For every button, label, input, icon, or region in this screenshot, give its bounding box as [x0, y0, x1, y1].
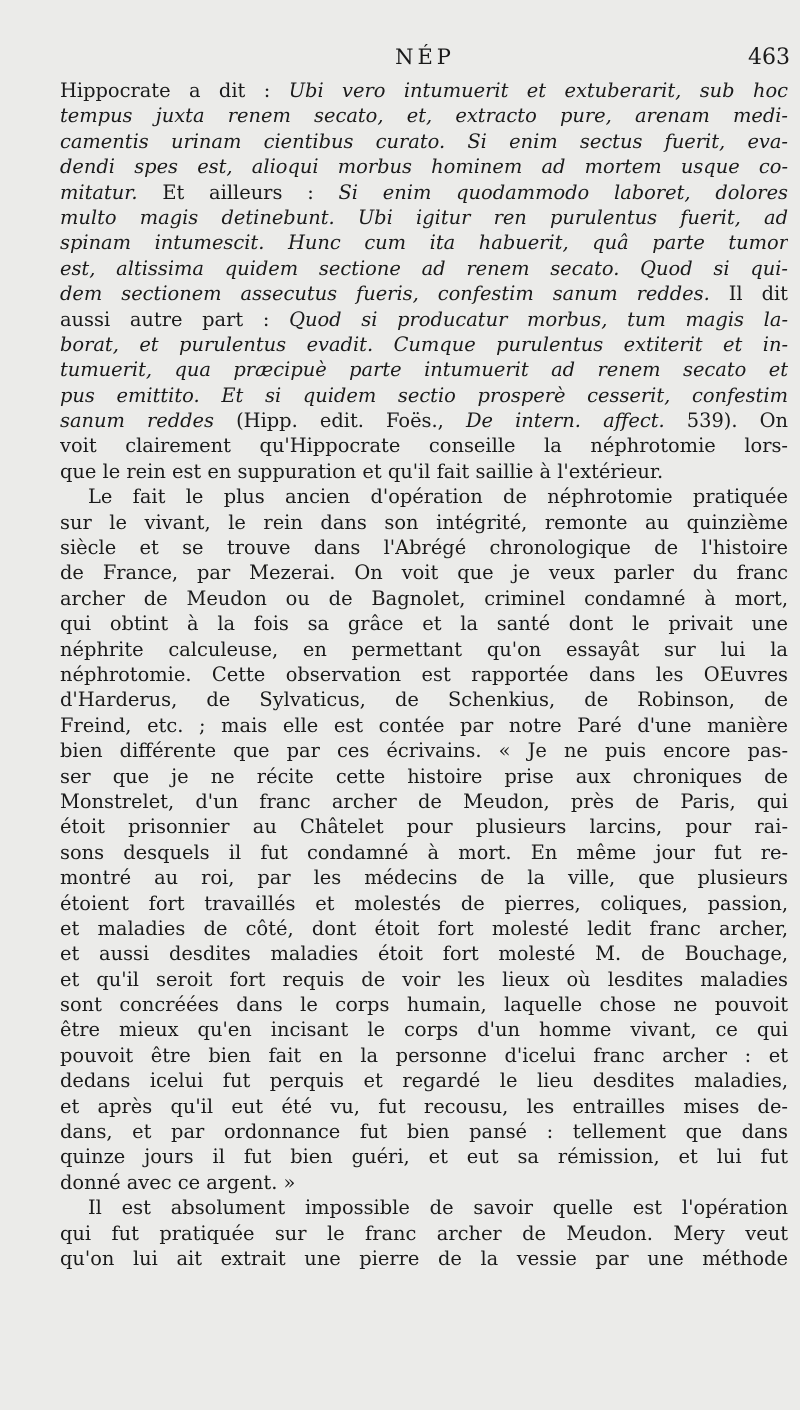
text-line	[60, 459, 788, 484]
italic-text-segment: dendi spes est, alioqui morbus hominem ad mortem usque co-	[60, 155, 788, 179]
text-line	[60, 662, 788, 687]
italic-text-segment: sanum reddes	[60, 409, 214, 433]
text-segment: archer de Meudon ou de Bagnolet, criminel condamné à mort,	[60, 586, 788, 610]
text-segment: qu'on lui ait extrait une pierre de la vessie par une méthode	[60, 1246, 788, 1270]
text-segment: Freind, etc. ; mais elle est contée par notre Paré d'une manière	[60, 713, 788, 737]
text-line	[60, 1043, 788, 1068]
text-segment: d'Harderus, de Sylvaticus, de Schenkius, de Robinson, de	[60, 688, 788, 712]
text-line	[60, 307, 788, 332]
italic-text-segment: pus emittito. Et si quidem sectio prosperè cesserit, confestim	[60, 383, 788, 407]
text-line	[60, 789, 788, 814]
text-segment: donné avec ce argent. »	[60, 1170, 296, 1194]
text-line	[60, 992, 788, 1017]
text-segment: être mieux qu'en incisant le corps d'un homme vivant, ce qui	[60, 1018, 788, 1042]
text-segment: sur le vivant, le rein dans son intégrité, remonte au quinzième	[60, 510, 788, 534]
text-segment: pouvoit être bien fait en la personne d'icelui franc archer : et	[60, 1043, 788, 1067]
italic-text-segment: tumuerit, qua præcipuè parte intumuerit ad renem secato et	[60, 358, 788, 382]
text-line	[60, 713, 788, 738]
text-segment: montré au roi, par les médecins de la ville, que plusieurs	[60, 866, 788, 890]
text-line	[60, 637, 788, 662]
italic-text-segment: camentis urinam cientibus curato. Si enim sectus fuerit, eva-	[60, 129, 788, 153]
text-line	[60, 738, 788, 763]
text-segment: et maladies de côté, dont étoit fort molesté ledit franc archer,	[60, 916, 788, 940]
italic-text-segment: multo magis detinebunt. Ubi igitur ren purulentus fuerit, ad	[60, 205, 788, 229]
text-line	[60, 611, 788, 636]
text-line	[60, 1094, 788, 1119]
text-segment: étoit prisonnier au Châtelet pour plusieurs larcins, pour rai-	[60, 815, 788, 839]
text-line	[60, 256, 788, 281]
italic-text-segment: borat, et purulentus evadit. Cumque purulentus extiterit et in-	[60, 332, 788, 356]
text-segment: Il dit	[709, 282, 788, 306]
text-segment: et aussi desdites maladies étoit fort molesté M. de Bouchage,	[60, 942, 788, 966]
text-line	[60, 535, 788, 560]
text-line	[60, 764, 788, 789]
text-segment: néphrite calculeuse, en permettant qu'on essayât sur lui la	[60, 637, 788, 661]
page-number: 463	[748, 45, 790, 70]
body-text	[60, 78, 788, 1271]
text-segment: étoient fort travaillés et molestés de pierres, coliques, passion,	[60, 891, 788, 915]
text-line	[60, 78, 788, 103]
text-segment: Le fait le plus ancien d'opération de néphrotomie pratiquée	[88, 485, 788, 509]
text-line	[60, 1246, 788, 1271]
text-segment: dans, et par ordonnance fut bien pansé : tellement que dans	[60, 1120, 788, 1144]
text-segment: Et ailleurs :	[137, 180, 339, 204]
text-line	[60, 281, 788, 306]
text-line	[60, 941, 788, 966]
text-line	[60, 103, 788, 128]
text-line	[60, 840, 788, 865]
text-line	[60, 433, 788, 458]
text-line	[60, 180, 788, 205]
text-line	[60, 1017, 788, 1042]
text-line	[60, 484, 788, 509]
text-line	[60, 916, 788, 941]
text-line	[60, 383, 788, 408]
text-line	[60, 1144, 788, 1169]
italic-text-segment: Quod si producatur morbus, tum magis la-	[289, 307, 788, 331]
text-segment: 539). On	[664, 409, 788, 433]
italic-text-segment: De intern. affect.	[465, 409, 665, 433]
text-line	[60, 357, 788, 382]
text-line	[60, 332, 788, 357]
text-line	[60, 205, 788, 230]
text-segment: bien différente que par ces écrivains. « Je ne puis encore pas-	[60, 739, 788, 763]
text-line	[60, 510, 788, 535]
italic-text-segment: dem sectionem assecutus fueris, confestim sanum reddes.	[60, 282, 710, 306]
running-head: NÉP	[395, 45, 455, 69]
italic-text-segment: est, altissima quidem sectione ad renem secato. Quod si qui-	[60, 256, 788, 280]
text-line	[60, 891, 788, 916]
text-segment: néphrotomie. Cette observation est rapportée dans les OEuvres	[60, 662, 788, 686]
text-line	[60, 687, 788, 712]
text-line	[60, 586, 788, 611]
text-segment: qui obtint à la fois sa grâce et la santé dont le privait une	[60, 612, 788, 636]
text-segment: (Hipp. edit. Foës.,	[213, 409, 466, 433]
text-line	[60, 408, 788, 433]
text-segment: ser que je ne récite cette histoire prise aux chroniques de	[60, 764, 788, 788]
text-segment: Hippocrate a dit :	[60, 79, 289, 102]
text-segment: qui fut pratiquée sur le franc archer de Meudon. Mery veut	[60, 1221, 788, 1245]
text-segment: sont concréées dans le corps humain, laquelle chose ne pouvoit	[60, 993, 788, 1017]
text-segment: voit clairement qu'Hippocrate conseille la néphrotomie lors-	[60, 434, 788, 458]
text-segment: sons desquels il fut condamné à mort. En même jour fut re-	[60, 840, 788, 864]
italic-text-segment: Si enim quodammodo laboret, dolores	[338, 180, 788, 204]
text-segment: siècle et se trouve dans l'Abrégé chronologique de l'histoire	[60, 536, 788, 560]
text-segment: et qu'il seroit fort requis de voir les lieux où lesdites maladies	[60, 967, 788, 991]
text-line	[60, 1170, 788, 1195]
text-line	[60, 1068, 788, 1093]
text-segment: quinze jours il fut bien guéri, et eut sa rémission, et lui fut	[60, 1145, 788, 1169]
text-line	[60, 129, 788, 154]
text-line	[60, 1221, 788, 1246]
text-segment: dedans icelui fut perquis et regardé le lieu desdites maladies,	[60, 1069, 788, 1093]
text-segment: et après qu'il eut été vu, fut recousu, les entrailles mises de-	[60, 1094, 788, 1118]
text-line	[60, 865, 788, 890]
text-line	[60, 230, 788, 255]
text-line	[60, 814, 788, 839]
text-segment: Il est absolument impossible de savoir quelle est l'opération	[88, 1196, 788, 1220]
text-segment: Monstrelet, d'un franc archer de Meudon, près de Paris, qui	[60, 789, 788, 813]
italic-text-segment: mitatur.	[60, 180, 138, 204]
text-segment: de France, par Mezerai. On voit que je veux parler du franc	[60, 561, 788, 585]
italic-text-segment: Ubi vero intumuerit et extuberarit, sub hoc	[288, 79, 788, 102]
text-segment: que le rein est en suppuration et qu'il fait saillie à l'extérieur.	[60, 459, 664, 483]
text-line	[60, 1119, 788, 1144]
text-segment: aussi autre part :	[60, 307, 290, 331]
text-line	[60, 560, 788, 585]
text-line	[60, 967, 788, 992]
italic-text-segment: spinam intumescit. Hunc cum ita habuerit, quâ parte tumor	[60, 231, 788, 255]
text-line	[60, 154, 788, 179]
text-line	[60, 1195, 788, 1220]
italic-text-segment: tempus juxta renem secato, et, extracto pure, arenam medi-	[60, 104, 788, 128]
